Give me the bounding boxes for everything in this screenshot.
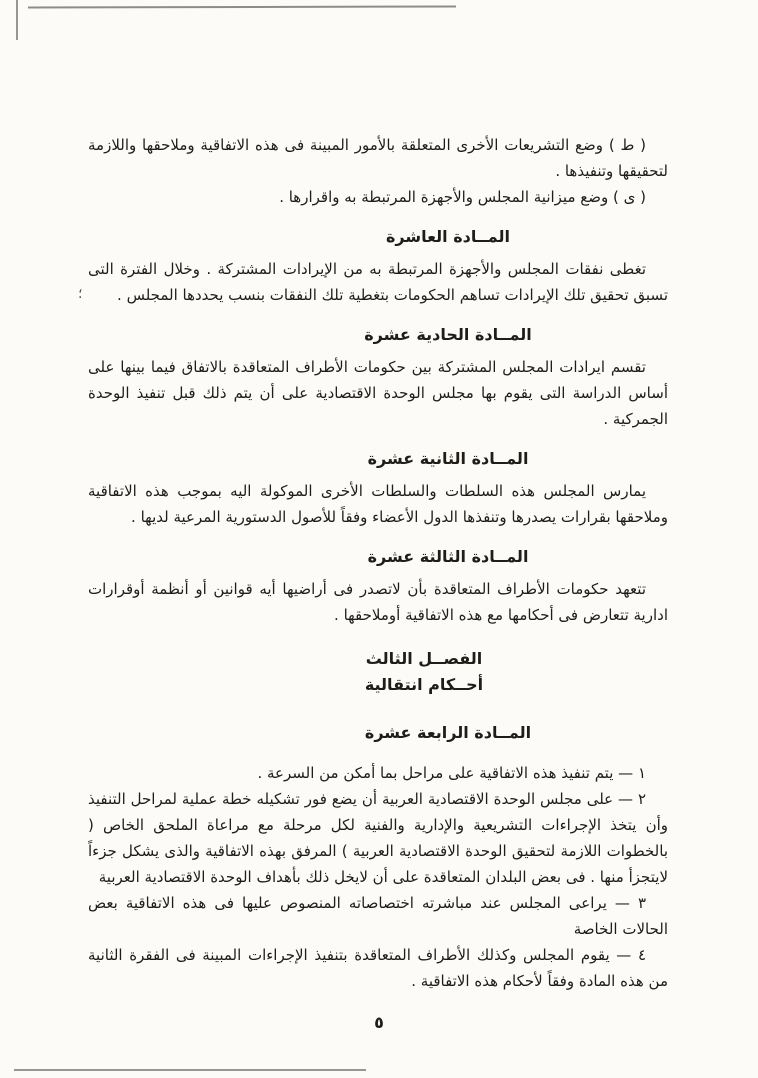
article-11-body: تقسم ايرادات المجلس المشتركة بين حكومات الأطراف المتعاقدة بالاتفاق فيما بينها على أساس الدراسة التى يقوم بها مجلس الوحدة الاقتصادية على أن يتم ذلك قبل تنفيذ الوحدة الجمركية . [88, 358, 668, 428]
intro-item-tah [88, 132, 668, 184]
chapter-subtitle: أحــكام انتقالية [364, 675, 484, 694]
article-13-heading: المــادة الثالثة عشرة [367, 547, 529, 566]
document-content [88, 132, 668, 994]
article-11-heading: المــادة الحادية عشرة [364, 325, 532, 344]
article-10-body: تغطى نفقات المجلس والأجهزة المرتبطة به من الإيرادات المشتركة . وخلال الفترة التى تسبق تحقيق تلك الإيرادات تساهم الحكومات بتغطية تلك النفقات بنسب يحددها المجلس . [88, 260, 668, 304]
page-number: ٥ [374, 1013, 384, 1032]
chapter-heading-block [134, 646, 714, 698]
scan-artifact-left-edge [16, 0, 18, 40]
article-12-heading: المــادة الثانية عشرة [367, 449, 529, 468]
article-14-clause-3: ٣ — يراعى المجلس عند مباشرته اختصاصاته المنصوص عليها فى هذه الاتفاقية بعض الحالات الخاصة [88, 894, 668, 938]
article-12-body: يمارس المجلس هذه السلطات والسلطات الأخرى الموكولة اليه بموجب هذه الاتفاقية وملاحقها بقرارات يصدرها وتنفذها الدول الأعضاء وفقاً للأصول الدستورية المرعية لديها . [88, 482, 668, 526]
article-10-heading: المــادة العاشرة [385, 227, 511, 246]
article-14-clause-4: ٤ — يقوم المجلس وكذلك الأطراف المتعاقدة بتنفيذ الإجراءات المبينة فى الفقرة الثانية من هذه المادة وفقاً لأحكام هذه الاتفاقية . [88, 946, 668, 990]
article-13-body: تتعهد حكومات الأطراف المتعاقدة بأن لاتصدر فى أراضيها أيه قوانين أو أنظمة أوقرارات ادارية تتعارض فى أحكامها مع هذه الاتفاقية أوملاحقها . [88, 580, 668, 624]
article-14-heading: المــادة الرابعة عشرة [364, 723, 532, 742]
scan-artifact-top-edge [28, 5, 456, 8]
chapter-title: الفصــل الثالث [365, 649, 483, 668]
intro-item-ya-text: وضع ميزانية المجلس والأجهزة المرتبطة به واقرارها . [279, 188, 609, 206]
scan-artifact-bottom-edge [14, 1069, 366, 1071]
intro-item-tah-text: وضع التشريعات الأخرى المتعلقة بالأمور المبينة فى هذه الاتفاقية وملاحقها واللازمة لتحقيقها وتنفيذها . [88, 136, 668, 180]
article-14-clause-2: ٢ — على مجلس الوحدة الاقتصادية العربية أن يضع فور تشكيله خطة عملية لمراحل التنفيذ وأن يتخذ الإجراءات التشريعية والإدارية والفنية لكل مرحلة مع مراعاة الملحق الخاص ( بالخطوات اللازمة لتحقيق الوحدة الاقتصادية العربية ) المرفق بهذه الاتفاقية والذى يشكل جزءاً لايتجزأ منها . فى بعض البلدان المتعاقدة على أن لايخل ذلك بأهداف الوحدة الاقتصادية العربية [88, 790, 668, 886]
intro-item-tah-marker: ( ط ) [608, 136, 646, 154]
intro-item-ya [88, 184, 668, 210]
scan-artifact-stray-mark: ؛ [78, 286, 83, 302]
article-14-clause-1: ١ — يتم تنفيذ هذه الاتفاقية على مراحل بما أمكن من السرعة . [257, 764, 646, 782]
intro-item-ya-marker: ( ى ) [613, 188, 646, 206]
